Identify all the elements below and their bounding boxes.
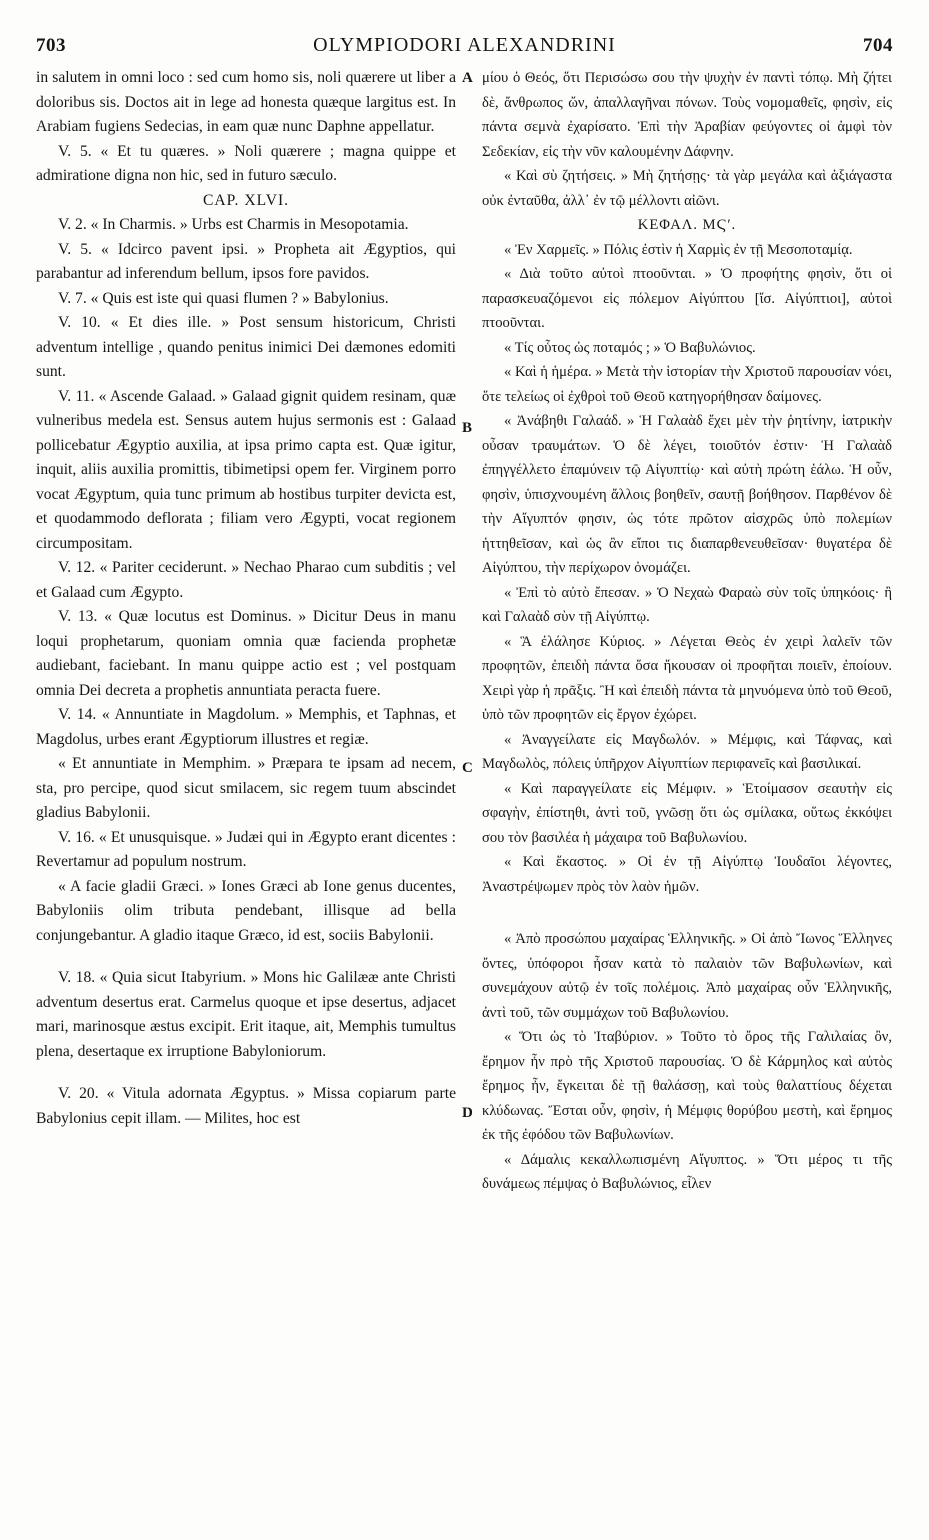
greek-paragraph: « Καὶ σὺ ζητήσεις. » Μὴ ζητήσῃς· τὰ γὰρ μεγάλα καὶ ἀξιάγαστα οὐκ ἐνταῦθα, ἀλλ᾽ ἐν τῷ μέλλοντι αἰῶνι. xyxy=(482,168,892,209)
latin-column xyxy=(36,66,456,1131)
greek-column xyxy=(482,66,892,1197)
greek-paragraph: « Καὶ παραγγείλατε εἰς Μέμφιν. » Ἑτοίμασον σεαυτὴν εἰς σφαγὴν, ἐπίστηθι, ἀντὶ τοῦ, γνῶσῃ ὅτι ὡς σμίλακα, οὕτως ἐκκόψει σου τὸν βασιλέα ἡ μάχαιρα τοῦ Βαβυλωνίου. xyxy=(482,780,892,846)
latin-paragraph: V. 5. « Idcirco pavent ipsi. » Propheta ait Ægyptios, qui parabantur ad inferendum bellum, ipsos fore pavidos. xyxy=(36,240,456,282)
spacer xyxy=(36,1064,456,1082)
greek-paragraph: « Καὶ ἕκαστος. » Οἱ ἐν τῇ Αἰγύπτῳ Ἰουδαῖοι λέγοντες, Ἀναστρέψωμεν πρὸς τὸν λαὸν ἡμῶν. xyxy=(482,854,892,895)
latin-paragraph: V. 2. « In Charmis. » Urbs est Charmis in Mesopotamia. xyxy=(58,216,409,233)
latin-paragraph: V. 12. « Pariter ceciderunt. » Nechao Pharao cum subditis ; vel et Galaad cum Ægypto. xyxy=(36,559,456,601)
greek-paragraph: « Τίς οὗτος ὡς ποταμός ; » Ὁ Βαβυλώνιος. xyxy=(504,339,756,356)
greek-paragraph: « Ὅτι ὡς τὸ Ἰταβύριον. » Τοῦτο τὸ ὄρος τῆς Γαλιλαίας ὂν, ἔρημον ἦν πρὸ τῆς Χριστοῦ παρουσίας. Ὁ δὲ Κάρμηλος καὶ αὐτὸς ἔρημος ἦν, ἔγκειται δὲ τῇ θαλάσσῃ, καὶ τοὺς θαλαττίους δέχεται κλύδωνας. Ἔσται οὖν, φησὶν, ἡ Μέμφις θορύβου μεστὴ, καὶ ἔρημος ἐκ τῆς ἐφόδου τῶν Βαβυλωνίων. xyxy=(482,1029,892,1143)
margin-letter-c: C xyxy=(462,760,473,776)
latin-paragraph: V. 11. « Ascende Galaad. » Galaad gignit quidem resinam, quæ vulneribus medela est. Sensus autem hujus sermonis est : Galaad pollicebatur Ægyptio auxilia, at ipsa primo capta est. Quæ igitur, inquit, aliis auxilia promittis, tibimetipsi opem fer. Virginem porro vocat Ægyptum, quia tunc primum ab hostibus turpiter devicta est, et quodammodo deflorata ; filiam vero Ægypti, vocat regionem circumpositam. xyxy=(36,387,456,552)
greek-chapter-heading: ΚΕΦΑΛ. ΜϚʹ. xyxy=(637,217,737,233)
greek-paragraph: « Ἀπὸ προσώπου μαχαίρας Ἑλληνικῆς. » Οἱ ἀπὸ Ἴωνος Ἕλληνες ὄντες, ὑπόφοροι ἦσαν κατὰ τὸ παλαιὸν τῶν Βαβυλωνίων, καὶ συνεμάχουν αὐτῷ ἐν τοῖς πολέμοις. Ἀπὸ μαχαίρας οὖν Ἑλληνικῆς, ἀντὶ τοῦ, τῶν συμμάχων τοῦ Βαβυλωνίου. xyxy=(482,931,892,1021)
spacer xyxy=(36,948,456,966)
margin-letter-b: B xyxy=(462,420,473,436)
greek-paragraph: « Ἐπὶ τὸ αὐτὸ ἔπεσαν. » Ὁ Νεχαὼ Φαραὼ σὺν τοῖς ὑπηκόοις· ἢ καὶ Γαλαὰδ σὺν τῇ Αἰγύπτῳ. xyxy=(482,584,892,625)
greek-paragraph: « Ἀνάβηθι Γαλαάδ. » Ἡ Γαλαὰδ ἔχει μὲν τὴν ῥητίνην, ἰατρικὴν οὖσαν τραυμάτων. Ὁ δὲ λέγει, τοιοῦτόν ἐστιν· Ἡ Γαλαὰδ ἐπηγγέλλετο ἐπαμύνειν τῷ Αἰγυπτίῳ· καὶ αὐτὴ πρώτη ἑάλω. Ἡ οὖν, φησὶν, ὑπισχνουμένη ἄλλοις βοηθεῖν, σαυτῇ βοήθησον. Παρθένον δὲ τὴν Αἴγυπτόν φησιν, ὡς τότε πρῶτον αἰσχρῶς ὑπὸ πολεμίων ἡττηθεῖσαν, καὶ ὡς ἂν εἴποι τις διαπαρθενευθεῖσαν· θυγατέρα δὲ Αἰγύπτου, τὴν περίχωρον ὀνομάζει. xyxy=(482,413,892,576)
greek-paragraph: « Ἐν Χαρμεῖς. » Πόλις ἐστὶν ἡ Χαρμὶς ἐν τῇ Μεσοποταμίᾳ. xyxy=(504,241,853,258)
spacer xyxy=(482,899,892,927)
greek-paragraph: « Ἀναγγείλατε εἰς Μαγδωλόν. » Μέμφις, καὶ Τάφνας, καὶ Μαγδωλὸς, πόλεις ὑπῆρχον Αἰγυπτίων περιφανεῖς καὶ βασιλικαί. xyxy=(482,731,892,772)
page-number-right: 704 xyxy=(863,35,893,56)
latin-paragraph: « A facie gladii Græci. » Iones Græci ab Ione genus ducentes, Babyloniis olim tributa pendebant, illisque ad bella conjungebantur. A gladio itaque Græco, id est, sociis Babylonii. xyxy=(36,877,456,944)
latin-paragraph: V. 18. « Quia sicut Itabyrium. » Mons hic Galilææ ante Christi adventum desertus erat. Carmelus quoque et ipse desertus, adjacet mari, marinosque æstus excipit. Erit itaque, ait, Memphis tumultus plena, desertaque ex irruptione Babyloniorum. xyxy=(36,969,456,1060)
page-number-left: 703 xyxy=(36,35,66,56)
greek-paragraph: « Δάμαλις κεκαλλωπισμένη Αἴγυπτος. » Ὅτι μέρος τι τῆς δυνάμεως πέμψας ὁ Βαβυλώνιος, εἷλεν xyxy=(482,1151,892,1192)
latin-paragraph: V. 16. « Et unusquisque. » Judæi qui in Ægypto erant dicentes : Revertamur ad populum nostrum. xyxy=(36,828,456,870)
latin-paragraph: V. 7. « Quis est iste qui quasi flumen ? » Babylonius. xyxy=(58,289,389,307)
latin-chapter-heading: CAP. XLVI. xyxy=(202,191,290,209)
latin-paragraph: in salutem in omni loco : sed cum homo sis, noli quærere ut liber a doloribus sis. Doctos ait in lege ad honesta quæque largitus est. In Arabiam fugiens Sedecias, in eam quæ nunc Daphne appellatur. xyxy=(36,69,456,135)
latin-paragraph: V. 14. « Annuntiate in Magdolum. » Memphis, et Taphnas, et Magdolus, urbes erant Ægyptiorum illustres et regiæ. xyxy=(36,706,456,748)
latin-paragraph: V. 13. « Quæ locutus est Dominus. » Dicitur Deus in manu loqui prophetarum, quoniam omnia quæ facienda prophetæ audiebant, faciebant. In manu quippe actio est ; vel postquam omnia Dei decreta a prophetis annuntiata peracta fuere. xyxy=(36,608,456,699)
latin-paragraph: V. 20. « Vitula adornata Ægyptus. » Missa copiarum parte Babylonius cepit illam. — Milites, hoc est xyxy=(36,1085,456,1127)
margin-letter-d: D xyxy=(462,1105,473,1121)
latin-paragraph: « Et annuntiate in Memphim. » Præpara te ipsam ad necem, sta, pro percipe, quod sicut smilacem, sic regem tuum abscindet gladius Babylonii. xyxy=(36,755,456,821)
greek-paragraph: « Ἃ ἐλάλησε Κύριος. » Λέγεται Θεὸς ἐν χειρὶ λαλεῖν τῶν προφητῶν, ἐπειδὴ πάντα ὅσα ἤκουσαν οἱ προφῆται ποιεῖν, ἐποίουν. Χειρὶ γὰρ ἡ πρᾶξις. Ἢ καὶ ἐπειδὴ πάντα τὰ μηνυόμενα ὑπὸ τοῦ Θεοῦ, ὑπὸ τῶν προφητῶν εἰς ἔργον ἐχώρει. xyxy=(482,633,892,723)
greek-paragraph: « Καὶ ἡ ἡμέρα. » Μετὰ τὴν ἱστορίαν τὴν Χριστοῦ παρουσίαν νόει, ὅτε τελείως οἱ ἐχθροὶ τοῦ Θεοῦ κατηγορήθησαν δαίμονες. xyxy=(482,364,892,405)
latin-paragraph: V. 10. « Et dies ille. » Post sensum historicum, Christi adventum intellige , quando penitus inimici Dei dæmones edomiti sunt. xyxy=(36,314,456,380)
greek-paragraph: « Διὰ τοῦτο αὐτοὶ πτοοῦνται. » Ὁ προφήτης φησὶν, ὅτι οἱ παρασκευαζόμενοι εἰς πόλεμον Αἰγύπτου [ἴσ. Αἰγύπτιοι], αὐτοὶ πτοοῦνται. xyxy=(482,266,892,331)
margin-letter-a: A xyxy=(462,70,473,86)
page-header xyxy=(36,34,893,60)
running-title: OLYMPIODORI ALEXANDRINI xyxy=(313,34,616,56)
greek-paragraph: μίου ὁ Θεός, ὅτι Περισώσω σου τὴν ψυχὴν ἐν παντὶ τόπῳ. Μὴ ζήτει δὲ, ἄνθρωπος ὤν, ἀπαλλαγῆναι πόνων. Τοὺς νομομαθεῖς, φησὶν, εἰς πάντα σεμνὰ ἐχαρίσατο. Ἐπὶ τὴν Ἀραβίαν φεύγοντες οἱ ἀμφὶ τὸν Σεδεκίαν, εἰς τὴν νῦν καλουμένην Δάφνην. xyxy=(482,70,892,160)
latin-paragraph: V. 5. « Et tu quæres. » Noli quærere ; magna quippe et admiratione digna non hic, sed in futuro sæculo. xyxy=(36,142,456,184)
